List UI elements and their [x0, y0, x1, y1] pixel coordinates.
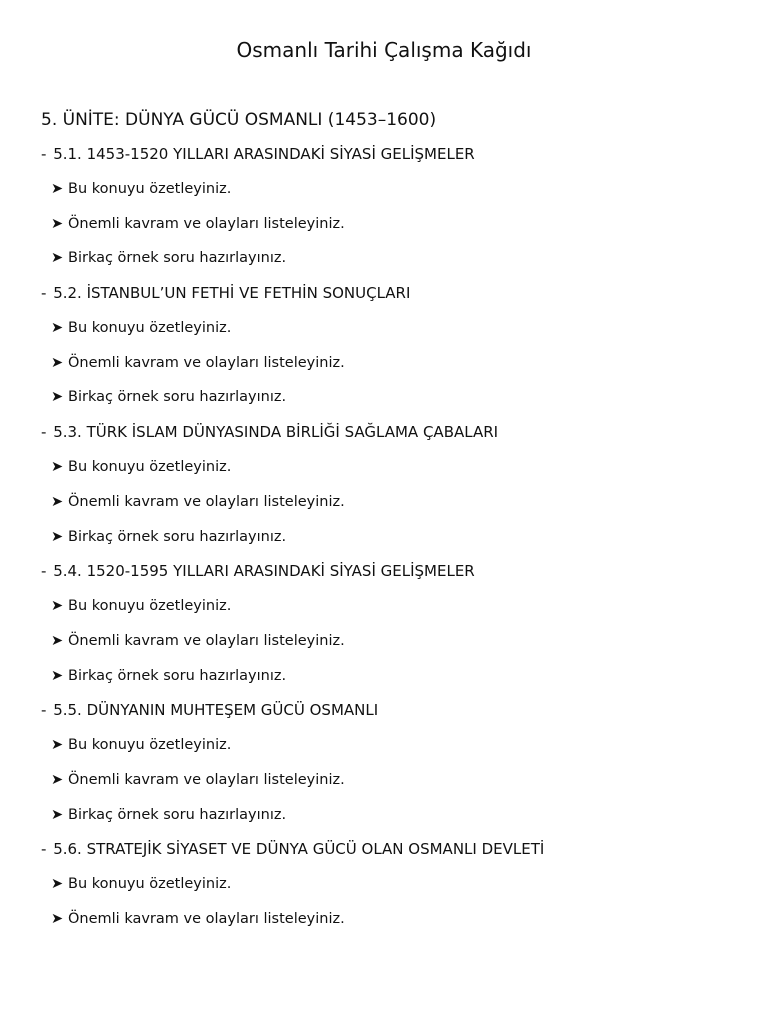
task-item: ➤ Bu konuyu özetleyiniz. — [51, 459, 232, 476]
section-title: - 5.3. TÜRK İSLAM DÜNYASINDA BİRLİĞİ SAĞLAMA ÇABALARI — [41, 423, 499, 442]
arrow-bullet-icon: ➤ — [51, 528, 64, 545]
arrow-bullet-icon: ➤ — [51, 215, 64, 232]
task-item: ➤ Bu konuyu özetleyiniz. — [51, 598, 232, 615]
arrow-bullet-icon: ➤ — [51, 667, 64, 684]
arrow-bullet-icon: ➤ — [51, 250, 64, 267]
section-5-2 — [41, 283, 741, 407]
arrow-bullet-icon: ➤ — [51, 354, 64, 371]
section-title: - 5.4. 1520-1595 YILLARI ARASINDAKİ SİYASİ GELİŞMELER — [41, 562, 475, 581]
section-5-6 — [41, 839, 741, 929]
section-5-1 — [41, 144, 741, 268]
task-item: ➤ Bu konuyu özetleyiniz. — [51, 737, 232, 754]
section-5-3 — [41, 422, 741, 546]
task-item: ➤ Önemli kavram ve olayları listeleyiniz. — [51, 911, 345, 927]
section-5-4 — [41, 561, 741, 685]
arrow-bullet-icon: ➤ — [51, 806, 64, 823]
page-title: Osmanlı Tarihi Çalışma Kağıdı — [236, 38, 532, 62]
section-list — [41, 144, 741, 944]
dash-marker: - — [41, 562, 47, 581]
task-item: ➤ Birkaç örnek soru hazırlayınız. — [51, 528, 287, 545]
arrow-bullet-icon: ➤ — [51, 389, 64, 406]
arrow-bullet-icon: ➤ — [51, 493, 64, 510]
section-title: - 5.5. DÜNYANIN MUHTEŞEM GÜCÜ OSMANLI — [41, 701, 379, 720]
task-item: ➤ Önemli kavram ve olayları listeleyiniz. — [51, 632, 345, 649]
dash-marker: - — [41, 423, 47, 442]
section-title: - 5.1. 1453-1520 YILLARI ARASINDAKİ SİYASİ GELİŞMELER — [41, 145, 475, 163]
task-item: ➤ Önemli kavram ve olayları listeleyiniz. — [51, 771, 345, 788]
section-5-5 — [41, 700, 741, 824]
arrow-bullet-icon: ➤ — [51, 737, 64, 754]
dash-marker: - — [41, 701, 47, 720]
arrow-bullet-icon: ➤ — [51, 320, 64, 337]
task-item: ➤ Birkaç örnek soru hazırlayınız. — [51, 667, 287, 684]
task-item: ➤ Birkaç örnek soru hazırlayınız. — [51, 250, 287, 267]
dash-marker: - — [41, 145, 47, 163]
arrow-bullet-icon: ➤ — [51, 911, 64, 927]
arrow-bullet-icon: ➤ — [51, 876, 64, 893]
arrow-bullet-icon: ➤ — [51, 459, 64, 476]
arrow-bullet-icon: ➤ — [51, 598, 64, 615]
dash-marker: - — [41, 840, 47, 859]
task-item: ➤ Birkaç örnek soru hazırlayınız. — [51, 389, 287, 406]
task-item: ➤ Bu konuyu özetleyiniz. — [51, 876, 232, 893]
task-item: ➤ Birkaç örnek soru hazırlayınız. — [51, 806, 287, 823]
unit-heading: 5. ÜNİTE: DÜNYA GÜCÜ OSMANLI (1453–1600) — [41, 110, 437, 130]
dash-marker: - — [41, 284, 47, 303]
section-title: - 5.6. STRATEJİK SİYASET VE DÜNYA GÜCÜ OLAN OSMANLI DEVLETİ — [41, 840, 545, 859]
task-item: ➤ Önemli kavram ve olayları listeleyiniz. — [51, 215, 345, 232]
arrow-bullet-icon: ➤ — [51, 771, 64, 788]
task-item: ➤ Bu konuyu özetleyiniz. — [51, 320, 232, 337]
section-title: - 5.2. İSTANBUL’UN FETHİ VE FETHİN SONUÇLARI — [41, 284, 411, 303]
arrow-bullet-icon: ➤ — [51, 181, 64, 197]
task-item: ➤ Bu konuyu özetleyiniz. — [51, 181, 232, 197]
task-item: ➤ Önemli kavram ve olayları listeleyiniz. — [51, 354, 345, 371]
task-item: ➤ Önemli kavram ve olayları listeleyiniz. — [51, 493, 345, 510]
arrow-bullet-icon: ➤ — [51, 632, 64, 649]
